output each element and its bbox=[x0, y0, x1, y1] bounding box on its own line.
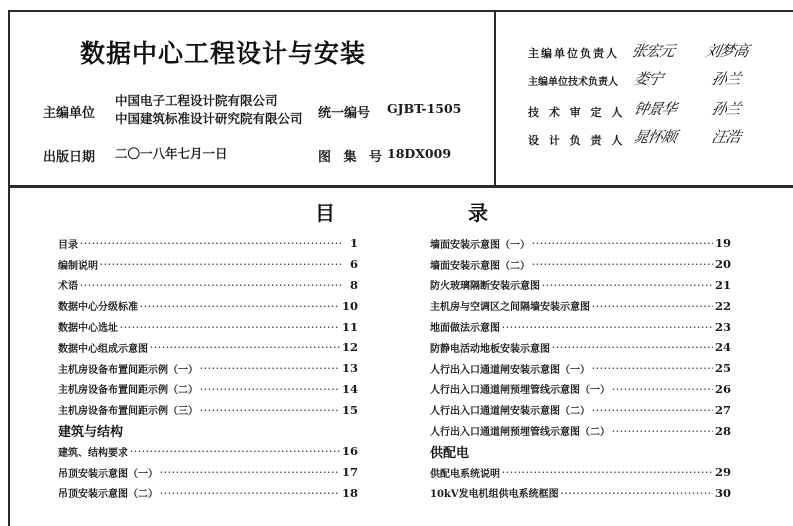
toc-entry[interactable] bbox=[430, 275, 731, 296]
toc-entry[interactable] bbox=[58, 316, 358, 337]
toc-entry[interactable] bbox=[58, 275, 358, 296]
leader-dots bbox=[542, 280, 713, 290]
leader-dots bbox=[200, 384, 340, 394]
toc-entry-page: 27 bbox=[714, 402, 731, 417]
signature-4b: 汪浩 bbox=[709, 128, 742, 146]
toc-entry-page: 12 bbox=[341, 340, 358, 355]
toc-entry-label: 目录 bbox=[58, 239, 78, 251]
leader-dots bbox=[612, 384, 713, 394]
toc-entry-label: 主机房设备布置间距示例（一） bbox=[58, 364, 198, 376]
toc-entry-page: 30 bbox=[714, 485, 731, 500]
toc-entry-label: 10kV发电机组供电系统框图 bbox=[430, 489, 559, 501]
toc-entry-page: 28 bbox=[714, 423, 731, 438]
toc-entry-page: 17 bbox=[341, 465, 358, 480]
leader-dots bbox=[592, 363, 713, 373]
toc-entry[interactable] bbox=[430, 233, 731, 254]
leader-dots bbox=[160, 488, 340, 498]
leader-dots bbox=[532, 259, 713, 269]
toc-entry-label: 地面做法示意图 bbox=[430, 323, 500, 335]
toc-entry-label: 防火玻璃隔断安装示意图 bbox=[430, 281, 540, 293]
toc-heading-left: 目 bbox=[315, 201, 335, 225]
toc-entry-page: 21 bbox=[714, 277, 731, 292]
toc-section-heading: 供配电 bbox=[430, 445, 470, 461]
toc-heading-right: 录 bbox=[468, 201, 488, 225]
leader-dots bbox=[100, 259, 342, 269]
atlas-number-label: 图 集 号 bbox=[318, 150, 387, 165]
toc-entry-label: 人行出入口通道闸预埋管线示意图（二） bbox=[430, 427, 610, 439]
leader-dots bbox=[120, 322, 340, 332]
leader-dots bbox=[200, 363, 340, 373]
unified-number-label: 统一编号 bbox=[318, 106, 371, 121]
toc-entry-page: 18 bbox=[341, 485, 358, 500]
toc-entry-page: 26 bbox=[714, 381, 731, 396]
responsibility-role-4: 设 计 负 责 人 bbox=[528, 134, 626, 147]
toc-entry-label: 人行出入口通道闸预埋管线示意图（一） bbox=[430, 385, 610, 397]
leader-dots bbox=[502, 322, 713, 332]
toc-entry-label: 数据中心选址 bbox=[58, 323, 118, 335]
toc-section-heading: 建筑与结构 bbox=[58, 425, 124, 441]
toc-entry-page: 11 bbox=[341, 319, 358, 334]
toc-entry-label: 墙面安装示意图（一） bbox=[430, 239, 530, 251]
signature-4a: 晁怀颇 bbox=[631, 128, 678, 146]
toc-entry[interactable] bbox=[58, 399, 358, 420]
toc-entry[interactable] bbox=[430, 337, 731, 358]
toc-entry[interactable] bbox=[430, 316, 731, 337]
editor-unit-1: 中国电子工程设计院有限公司 bbox=[115, 93, 278, 108]
toc-entry[interactable] bbox=[58, 441, 358, 462]
toc-entry-label: 数据中心分级标准 bbox=[58, 302, 138, 314]
toc-entry-page: 24 bbox=[714, 340, 731, 355]
signature-3a: 钟景华 bbox=[631, 100, 678, 118]
leader-dots bbox=[532, 238, 713, 248]
toc-entry-page: 8 bbox=[349, 277, 358, 292]
toc-entry-label: 术语 bbox=[58, 281, 78, 293]
toc-right-column bbox=[430, 233, 731, 503]
responsibility-role-1: 主编单位负责人 bbox=[528, 47, 619, 60]
leader-dots bbox=[502, 467, 713, 477]
responsibility-role-3: 技 术 审 定 人 bbox=[528, 106, 626, 119]
leader-dots bbox=[200, 405, 340, 415]
toc-entry-page: 15 bbox=[341, 402, 358, 417]
leader-dots bbox=[612, 426, 713, 436]
toc-entry[interactable] bbox=[430, 483, 731, 504]
responsibility-role-2: 主编单位技术负责人 bbox=[528, 77, 618, 88]
leader-dots bbox=[140, 301, 340, 311]
toc-entry[interactable] bbox=[58, 358, 358, 379]
toc-entry-page: 6 bbox=[349, 257, 358, 272]
document-title: 数据中心工程设计与安装 bbox=[80, 39, 367, 68]
toc-entry[interactable] bbox=[58, 379, 358, 400]
editor-unit-2: 中国建筑标准设计研究院有限公司 bbox=[115, 111, 303, 126]
signature-1b: 刘梦高 bbox=[703, 42, 750, 60]
leader-dots bbox=[150, 342, 340, 352]
signature-3b: 孙兰 bbox=[709, 100, 742, 118]
toc-entry-page: 13 bbox=[341, 361, 358, 376]
toc-entry-label: 建筑、结构要求 bbox=[58, 447, 128, 459]
toc-entry-label: 吊顶安装示意图（二） bbox=[58, 489, 158, 501]
publish-date-label: 出版日期 bbox=[43, 150, 96, 165]
leader-dots bbox=[592, 301, 713, 311]
leader-dots bbox=[130, 446, 340, 456]
toc-entry[interactable] bbox=[58, 337, 358, 358]
toc-entry-page: 14 bbox=[341, 381, 358, 396]
toc-entry-page: 22 bbox=[714, 298, 731, 313]
leader-dots bbox=[592, 405, 713, 415]
atlas-number: 18DX009 bbox=[387, 146, 452, 161]
toc-entry-label: 墙面安装示意图（二） bbox=[430, 260, 530, 272]
toc-entry-label: 供配电系统说明 bbox=[430, 468, 500, 480]
toc-entry[interactable] bbox=[58, 233, 358, 254]
toc-entry[interactable] bbox=[58, 462, 358, 483]
toc-entry[interactable] bbox=[430, 399, 731, 420]
toc-entry[interactable] bbox=[430, 462, 731, 483]
unified-number: GJBT-1505 bbox=[387, 101, 462, 116]
leader-dots bbox=[80, 280, 342, 290]
toc-entry-label: 主机房与空调区之间隔墙安装示意图 bbox=[430, 302, 590, 314]
toc-entry[interactable] bbox=[430, 379, 731, 400]
title-block-divider bbox=[494, 12, 496, 185]
leader-dots bbox=[561, 488, 713, 498]
signature-2a: 娄宁 bbox=[631, 70, 664, 88]
editor-unit-label: 主编单位 bbox=[43, 106, 96, 121]
toc-entry-page: 1 bbox=[349, 236, 358, 251]
leader-dots bbox=[552, 342, 713, 352]
toc-entry[interactable] bbox=[58, 483, 358, 504]
signature-2b: 孙兰 bbox=[709, 70, 742, 88]
toc-entry-label: 主机房设备布置间距示例（三） bbox=[58, 406, 198, 418]
toc-entry-page: 16 bbox=[341, 444, 358, 459]
toc-entry-label: 编制说明 bbox=[58, 260, 98, 272]
toc-entry-page: 23 bbox=[714, 319, 731, 334]
toc-entry[interactable] bbox=[58, 295, 358, 316]
toc-entry-label: 人行出入口通道闸安装示意图（二） bbox=[430, 406, 590, 418]
leader-dots bbox=[80, 238, 342, 248]
toc-entry-page: 25 bbox=[714, 361, 731, 376]
toc-entry[interactable] bbox=[58, 254, 358, 275]
toc-entry[interactable] bbox=[430, 420, 731, 441]
toc-entry-page: 19 bbox=[714, 236, 731, 251]
publish-date: 二〇一八年七月一日 bbox=[115, 146, 228, 161]
toc-entry[interactable] bbox=[430, 295, 731, 316]
toc-entry-label: 数据中心组成示意图 bbox=[58, 343, 148, 355]
toc-entry[interactable] bbox=[430, 254, 731, 275]
toc-entry[interactable] bbox=[430, 358, 731, 379]
toc-entry-label: 防静电活动地板安装示意图 bbox=[430, 343, 550, 355]
toc-entry-label: 吊顶安装示意图（一） bbox=[58, 468, 158, 480]
toc-entry-page: 29 bbox=[714, 465, 731, 480]
toc-entry-label: 主机房设备布置间距示例（二） bbox=[58, 385, 198, 397]
leader-dots bbox=[160, 467, 340, 477]
toc-entry-label: 人行出入口通道闸安装示意图（一） bbox=[430, 364, 590, 376]
toc-left-column bbox=[58, 233, 358, 503]
signature-1a: 张宏元 bbox=[629, 42, 676, 60]
toc-entry-page: 10 bbox=[341, 298, 358, 313]
toc-entry-page: 20 bbox=[714, 257, 731, 272]
